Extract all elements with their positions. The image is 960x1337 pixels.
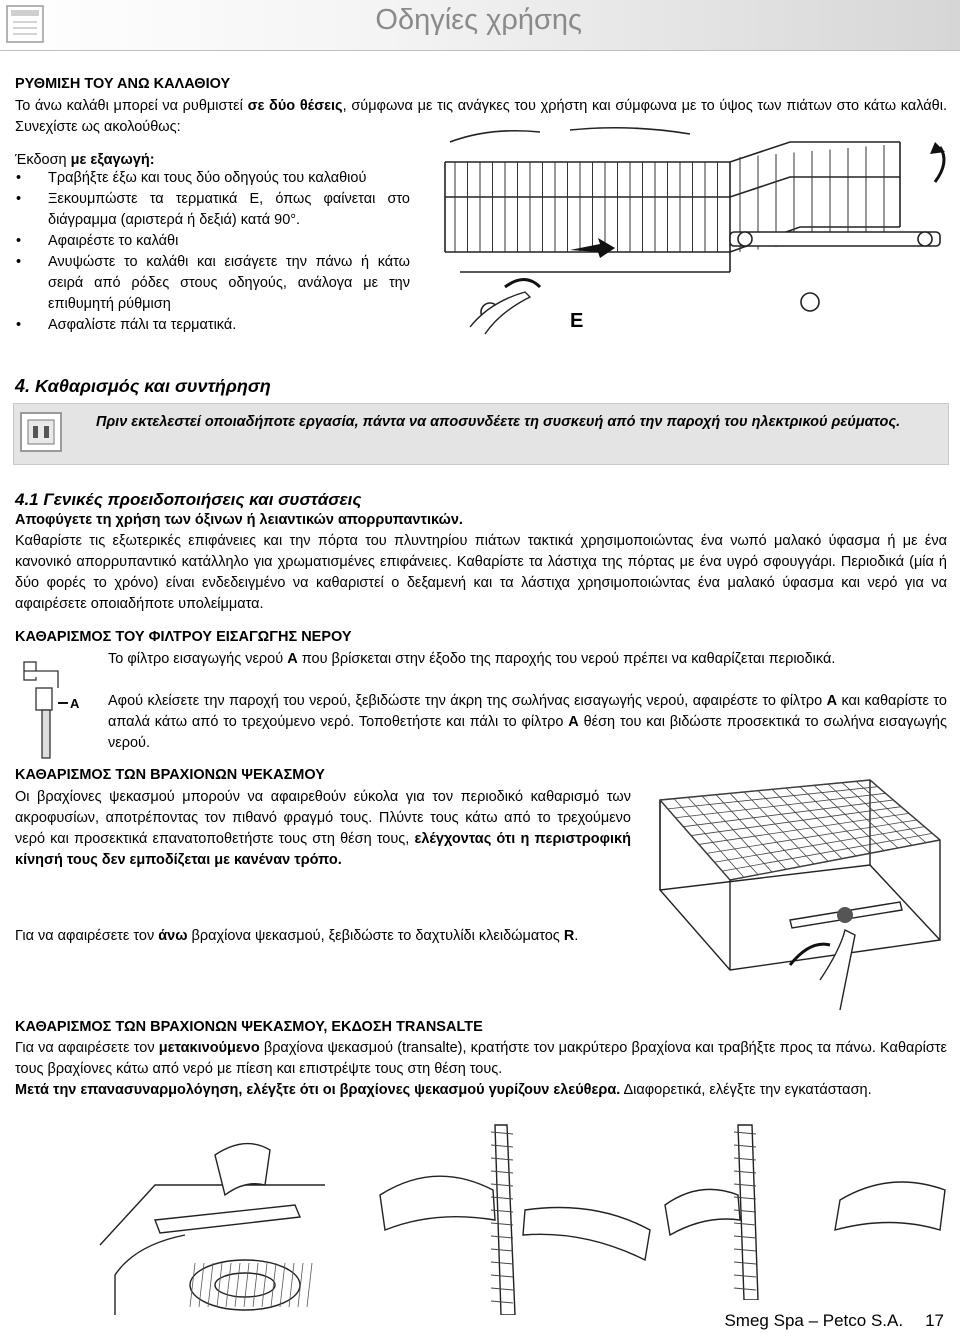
page-title: Οδηγίες χρήσης	[375, 4, 582, 36]
section-41-heading: 4.1 Γενικές προειδοποιήσεις και συστάσεις	[15, 490, 362, 509]
spray-arms-paragraph-2: Για να αφαιρέσετε τον άνω βραχίονα ψεκασμού, ξεβιδώστε το δαχτυλίδι κλειδώματος R.	[15, 928, 579, 944]
warning-text: Πριν εκτελεστεί οποιαδήποτε εργασία, πάντα να αποσυνδέετε τη συσκευή από την παροχή του ηλεκτρικού ρεύματος.	[96, 414, 901, 430]
page-number: 17	[925, 1311, 944, 1330]
version-label: Έκδοση με εξαγωγή:	[15, 152, 155, 168]
spray-arms-heading: ΚΑΘΑΡΙΣΜΟΣ ΤΩΝ ΒΡΑΧΙΟΝΩΝ ΨΕΚΑΣΜΟΥ	[15, 767, 325, 783]
header-divider	[0, 50, 960, 51]
transalte-paragraph-1: Για να αφαιρέσετε τον μετακινούμενο βραχίονα ψεκασμού (transalte), κρατήστε τον μακρύτερο βραχίονα και τραβήξτε προς τα πάνω. Καθαρίστε τους βραχίονες κάτω από νερό με πίεση και επιστρέψτε τους στη θέση τους.	[15, 1040, 947, 1077]
water-filter-diagram	[18, 648, 84, 760]
list-item: • Τραβήξτε έξω και τους δύο οδηγούς του καλαθιού	[10, 168, 410, 189]
dishwasher-logo-icon	[3, 2, 47, 46]
list-item: • Ανυψώστε το καλάθι και εισάγετε την πάνω ή κάτω σειρά από ρόδες στους οδηγούς, ανάλογα με την επιθυμητή ρύθμιση	[10, 252, 410, 315]
list-item: • Αφαιρέστε το καλάθι	[10, 231, 410, 252]
section-41-subheading: Αποφύγετε τη χρήση των όξινων ή λειαντικών απορρυπαντικών.	[15, 512, 463, 528]
lower-spray-arm-removal-diagram	[95, 1125, 330, 1315]
figure-label-e: E	[570, 310, 584, 332]
transalte-heading: ΚΑΘΑΡΙΣΜΟΣ ΤΩΝ ΒΡΑΧΙΟΝΩΝ ΨΕΚΑΣΜΟΥ, ΕΚΔΟΣΗ TRANSALTE	[15, 1019, 483, 1035]
upper-basket-steps	[10, 168, 410, 336]
upper-basket-heading: ΡΥΘΜΙΣΗ ΤΟΥ ΑΝΩ ΚΑΛΑΘΙΟΥ	[15, 76, 231, 92]
footer-company: Smeg Spa – Petco S.A.	[724, 1311, 904, 1330]
upper-basket-intro: Το άνω καλάθι μπορεί να ρυθμιστεί σε δύο θέσεις, σύμφωνα με τις ανάγκες του χρήστη και σύμφωνα με το ύψος των πιάτων στο κάτω καλάθι. Συνεχίστε ως ακολούθως:	[15, 98, 947, 135]
upper-spray-arm-diagram	[640, 770, 955, 1015]
filter-heading: ΚΑΘΑΡΙΣΜΟΣ ΤΟΥ ΦΙΛΤΡΟΥ ΕΙΣΑΓΩΓΗΣ ΝΕΡΟΥ	[15, 629, 352, 645]
section-41-body: Καθαρίστε τις εξωτερικές επιφάνειες και την πόρτα του πλυντηρίου πιάτων τακτικά χρησιμοποιώντας ένα νωπό μαλακό ύφασμα ή με ένα κανονικό απορρυπαντικό κατάλληλο για χρωματισμένες επιφάνειες. Καθαρίστε τα λάστιχα της πόρτας με ένα υγρό σφουγγάρι. Περιοδικά (μία ή δύο φορές το χρόνο) είναι ενδεδειγμένο να καθαριστεί ο δεξαμενή και τα λάστιχα χρησιμοποιώντας ένα μαλακό ύφασμα και νερό για να αφαιρέσετε οποιαδήποτε υπολείμματα.	[15, 533, 947, 612]
figure-label-a: A	[70, 696, 80, 711]
upper-basket-diagram	[430, 122, 955, 337]
spray-arm-pull-up-diagram-2	[660, 1120, 950, 1300]
plug-warning-icon	[18, 410, 64, 454]
filter-paragraph-1: Το φίλτρο εισαγωγής νερού Α που βρίσκεται στην έξοδο της παροχής του νερού πρέπει να καθαρίζεται περιοδικά.	[108, 651, 836, 667]
spray-arms-paragraph-1: Οι βραχίονες ψεκασμού μπορούν να αφαιρεθούν εύκολα για τον περιοδικό καθαρισμό των ακροφυσίων, αποτρέποντας τον πιθανό φραγμό τους. Πλύντε τους κάτω από το τρεχούμενο νερό και προσεκτικά επανατοποθετήστε τους στη θέση τους, ελέγχοντας ότι η περιστροφική κίνησή τους δεν εμποδίζεται με κανέναν τρόπο.	[15, 789, 631, 868]
section-4-heading: 4. Καθαρισμός και συντήρηση	[15, 376, 271, 396]
spray-arm-pull-up-diagram-1	[375, 1120, 655, 1315]
list-item: • Ξεκουμπώστε τα τερματικά Ε, όπως φαίνεται στο διάγραμμα (αριστερά ή δεξιά) κατά 90°.	[10, 189, 410, 231]
list-item: • Ασφαλίστε πάλι τα τερματικά.	[10, 315, 410, 336]
filter-paragraph-2: Αφού κλείσετε την παροχή του νερού, ξεβιδώστε την άκρη της σωλήνας εισαγωγής νερού, αφαιρέστε το φίλτρο Α και καθαρίστε το απαλά κάτω από το τρεχούμενο νερό. Τοποθετήστε και πάλι το φίλτρο Α θέση του και βιδώστε προσεκτικά το σωλήνα εισαγωγής νερού.	[108, 693, 947, 751]
footer	[724, 1311, 944, 1331]
transalte-paragraph-2: Μετά την επανασυναρμολόγηση, ελέγξτε ότι οι βραχίονες ψεκασμού γυρίζουν ελεύθερα. Διαφορετικά, ελέγξτε την εγκατάσταση.	[15, 1082, 872, 1098]
